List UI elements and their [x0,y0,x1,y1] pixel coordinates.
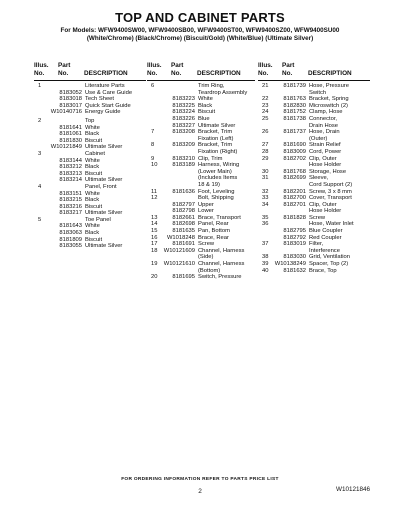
illus-number: 32 [262,188,269,195]
part-number: 8182701 [283,201,306,208]
illus-number: 8 [151,142,155,149]
part-number: W1018248 [166,234,195,241]
part-row [258,156,370,169]
part-row [258,235,370,242]
part-row [34,144,146,151]
part-number: 8181691 [172,241,195,248]
part-description: Bracket, Trim Fixation (Left) [198,129,234,142]
illus-number: 20 [151,274,158,281]
part-row [258,268,370,275]
illus-number: 28 [262,148,269,155]
part-number: 8181752 [283,109,306,116]
part-row [147,195,255,202]
part-number: 8182201 [283,188,306,195]
parts-column-2 [147,62,255,281]
illus-number: 37 [262,241,269,248]
part-row [34,90,146,97]
part-description: Sleeve, Cord Support (2) [309,175,353,188]
part-number: 8183227 [172,122,195,129]
part-number: 8183055 [59,243,82,250]
part-description: Filter, Interference [309,241,340,254]
illus-number: 1 [38,83,42,89]
illus-number: 35 [262,214,269,221]
part-description: Connector, Drain Hose [309,115,338,129]
parts-column-3 [258,62,370,274]
part-row [147,248,255,261]
illus-number: 10 [151,162,158,169]
part-number: 8182795 [283,228,306,235]
illus-number: 15 [151,228,158,235]
illus-number: 12 [151,195,158,202]
illus-number: 6 [151,83,155,89]
part-description: Brace, Transport [198,214,241,221]
part-number: 8183189 [172,162,195,169]
part-description: Tech Sheet [85,96,115,103]
part-row [147,274,255,281]
part-number: 8182797 [172,201,195,208]
part-row [147,156,255,163]
part-number: 8183144 [59,157,82,164]
part-row [147,129,255,142]
part-description: Clamp, Hose [309,109,343,116]
part-description: Ultimate Silver [85,243,123,250]
column-header: Illus. No. Part No. DESCRIPTION [34,62,146,81]
part-number: 8183009 [283,148,306,155]
illus-number: 30 [262,168,269,175]
part-number: 8183017 [59,102,82,109]
part-description: Strain Relief [309,142,341,149]
illus-number: 11 [151,188,158,195]
part-number: 8183214 [59,177,82,184]
part-row [34,131,146,138]
part-row [34,237,146,244]
part-description: Biscuit [198,109,216,116]
part-description: Brace, Top [309,267,337,274]
part-row [34,164,146,171]
part-number: 8181763 [283,96,306,103]
part-description: Upper [198,201,214,208]
illus-number: 22 [262,96,269,103]
part-row [147,228,255,235]
illus-number: 9 [151,155,155,162]
illus-number: 40 [262,267,269,274]
part-number: W10138249 [274,261,306,268]
part-number: W10140716 [50,109,82,116]
part-description: Ultimate Silver [85,144,123,151]
part-description: Biscuit [85,170,103,177]
part-description: Cover, Transport [309,195,352,202]
part-row [34,151,146,158]
part-row [258,142,370,149]
part-row [34,138,146,145]
part-number: 8183216 [59,203,82,210]
part-description: Black [85,164,100,171]
part-row [34,125,146,132]
part-description: Blue [198,115,210,122]
illus-number: 25 [262,115,269,122]
part-number: 8183215 [59,197,82,204]
part-number: 8183213 [59,170,82,177]
part-row [258,215,370,222]
part-number: 8183019 [283,241,306,248]
part-row [147,142,255,155]
part-row [258,103,370,110]
illus-number: 23 [262,102,269,109]
part-row [147,162,255,188]
part-number: 8183018 [59,96,82,103]
illus-number: 14 [151,221,158,228]
part-row [258,109,370,116]
part-number: 8183052 [59,89,82,96]
part-description: Bolt, Shipping [198,195,234,202]
document-number: W10121846 [336,486,370,493]
illus-number: 13 [151,214,158,221]
part-description: White [85,124,100,131]
part-number: 8181739 [283,83,306,89]
part-number: 8182700 [283,195,306,202]
part-description: Bracket, Spring [309,96,349,103]
part-description: Screw [198,241,215,248]
illus-number: 36 [262,221,269,228]
part-description: Use & Care Guide [85,89,133,96]
part-number: 8182698 [172,221,195,228]
model-colors: (White/Chrome) (Black/Chrome) (Biscuit/Gold) (White/Blue) (Ultimate Silver) [86,35,314,42]
part-number: 8182699 [283,175,306,182]
part-number: 8181830 [59,137,82,144]
part-description: Energy Guide [85,109,121,116]
part-row [34,230,146,237]
part-row [34,217,146,224]
parts-rows [34,83,146,250]
part-number: 8181641 [59,124,82,131]
part-number: 8181643 [59,223,82,230]
part-description: Channel, Harness (Bottom) [198,261,245,274]
illus-number: 4 [38,183,42,190]
part-row [258,175,370,188]
part-description: White [198,96,213,103]
part-row [34,210,146,217]
part-number: 8183224 [172,109,195,116]
part-description: Bracket, Trim Fixation (Right) [198,142,238,155]
part-number: 8183063 [59,230,82,237]
part-description: Channel, Harness (Side) [198,247,245,261]
part-row [147,221,255,228]
illus-number: 18 [151,247,158,254]
part-description: Blue Coupler [309,228,343,235]
part-description: Clip, Outer Hose Holder [309,155,342,169]
part-row [147,215,255,222]
part-number: 8181809 [59,236,82,243]
part-row [147,208,255,215]
column-header: Illus. No. Part No. DESCRIPTION [147,62,255,81]
part-row [258,149,370,156]
part-description: Black [85,230,100,237]
part-description: Biscuit [85,236,103,243]
part-description: White [85,157,100,164]
part-description: Hose, Pressure Switch [309,83,349,96]
part-row [34,184,146,191]
part-row [258,129,370,142]
part-row [34,83,146,90]
part-description: Black [85,197,100,204]
part-description: Trim Ring, Teardrop Assembly [198,83,248,96]
part-number: 8183223 [172,96,195,103]
part-number: 8182702 [283,155,306,162]
part-description: Hose, Water Inlet [309,221,354,228]
part-row [258,169,370,176]
part-description: Lower [198,208,214,215]
part-row [147,96,255,103]
part-description: Panel, Front [85,183,117,190]
part-row [34,171,146,178]
part-description: Cabinet [85,150,105,157]
part-description: White [85,190,100,197]
illus-number: 16 [151,234,158,241]
illus-number: 39 [262,261,269,268]
illus-number: 31 [262,175,269,182]
part-number: 8181737 [283,129,306,136]
part-description: Pan, Bottom [198,228,230,235]
model-list [0,27,400,43]
part-row [147,235,255,242]
illus-number: 38 [262,254,269,261]
part-description: Screw [309,214,326,221]
part-description: Black [198,102,213,109]
part-description: Grid, Ventilation [309,254,350,261]
part-number: 8183210 [172,155,195,162]
part-description: Red Coupler [309,234,342,241]
part-number: 8183212 [59,164,82,171]
part-row [147,109,255,116]
parts-rows [147,83,255,281]
part-row [34,177,146,184]
part-number: 8181690 [283,142,306,149]
part-row [147,189,255,196]
part-description: Foot, Leveling [198,188,235,195]
illus-number: 5 [38,216,42,223]
part-number: 8182661 [172,214,195,221]
part-number: W10121610 [163,261,195,268]
part-number: 8181738 [283,115,306,122]
part-row [34,197,146,204]
part-description: Quick Start Guide [85,102,131,109]
parts-column-1 [34,62,146,250]
part-description: Storage, Hose [309,168,347,175]
parts-rows [258,83,370,274]
illus-number: 19 [151,261,158,268]
illus-number: 3 [38,150,42,157]
part-row [147,123,255,130]
part-row [34,118,146,125]
illus-number: 34 [262,201,269,208]
part-row [258,195,370,202]
part-number: W10121849 [50,144,82,151]
part-row [258,261,370,268]
part-row [34,96,146,103]
part-row [147,261,255,274]
part-description: Top [85,117,95,124]
page-title: TOP AND CABINET PARTS [115,10,285,25]
part-row [258,228,370,235]
part-number: 8181636 [172,188,195,195]
part-description: Harness, Wiring (Lower Main) (Includes Items 18 & 19) [198,162,240,188]
part-number: 8182830 [283,102,306,109]
part-row [147,202,255,209]
part-description: Switch, Pressure [198,274,242,281]
part-description: Ultimate Silver [85,210,123,217]
part-row [258,116,370,129]
part-number: 8183226 [172,115,195,122]
part-number: 8181695 [172,274,195,281]
part-description: Black [85,131,100,138]
part-row [147,241,255,248]
illus-number: 27 [262,142,269,149]
part-description: Biscuit [85,137,103,144]
part-description: Brace, Rear [198,234,229,241]
illus-number: 24 [262,109,269,116]
illus-number: 7 [151,129,155,136]
part-number: 8183225 [172,102,195,109]
part-row [34,191,146,198]
part-number: 8183209 [172,142,195,149]
part-number: 8182798 [172,208,195,215]
part-row [258,254,370,261]
part-description: Screw, 3 x 8 mm [309,188,352,195]
part-row [34,223,146,230]
illus-number: 33 [262,195,269,202]
part-number: 8181061 [59,131,82,138]
part-description: Cord, Power [309,148,342,155]
part-number: 8181828 [283,214,306,221]
part-row [258,221,370,228]
part-description: Panel, Rear [198,221,229,228]
part-description: White [85,223,100,230]
part-number: 8181635 [172,228,195,235]
part-number: 8183217 [59,210,82,217]
part-number: 8183151 [59,190,82,197]
illus-number: 21 [262,83,269,89]
part-number: 8181632 [283,267,306,274]
part-row [258,96,370,103]
part-row [147,116,255,123]
part-description: Hose, Drain (Outer) [309,129,340,142]
part-description: Clip, Trim [198,155,223,162]
part-description: Literature Parts [85,83,125,89]
part-number: 8183208 [172,129,195,136]
part-row [147,103,255,110]
column-header: Illus. No. Part No. DESCRIPTION [258,62,370,81]
part-number: 8182792 [283,234,306,241]
part-description: Ultimate Silver [198,122,236,129]
part-number: 8183030 [283,254,306,261]
part-row [258,189,370,196]
part-row [34,158,146,165]
illus-number: 17 [151,241,158,248]
part-description: Spacer, Top (2) [309,261,349,268]
illus-number: 29 [262,155,269,162]
part-description: Toe Panel [85,216,111,223]
part-row [34,243,146,250]
part-row [258,202,370,215]
part-description: Ultimate Silver [85,177,123,184]
part-number: W10121609 [163,247,195,254]
part-number: 8181768 [283,168,306,175]
part-row [34,103,146,110]
part-description: Clip, Outer Hose Holder [309,201,342,215]
part-row [147,83,255,96]
part-row [258,241,370,254]
part-row [258,83,370,96]
illus-number: 2 [38,117,42,124]
part-description: Biscuit [85,203,103,210]
part-description: Microswitch (2) [309,102,348,109]
part-row [34,204,146,211]
part-row [34,109,146,116]
illus-number: 26 [262,129,269,136]
ordering-footer: FOR ORDERING INFORMATION REFER TO PARTS PRICE LIST [121,477,279,482]
page-number: 2 [198,488,202,495]
model-numbers: For Models: WFW9400SW00, WFW9400SB00, WFW9400ST00, WFW9400SZ00, WFW9400SU00 [60,27,340,34]
